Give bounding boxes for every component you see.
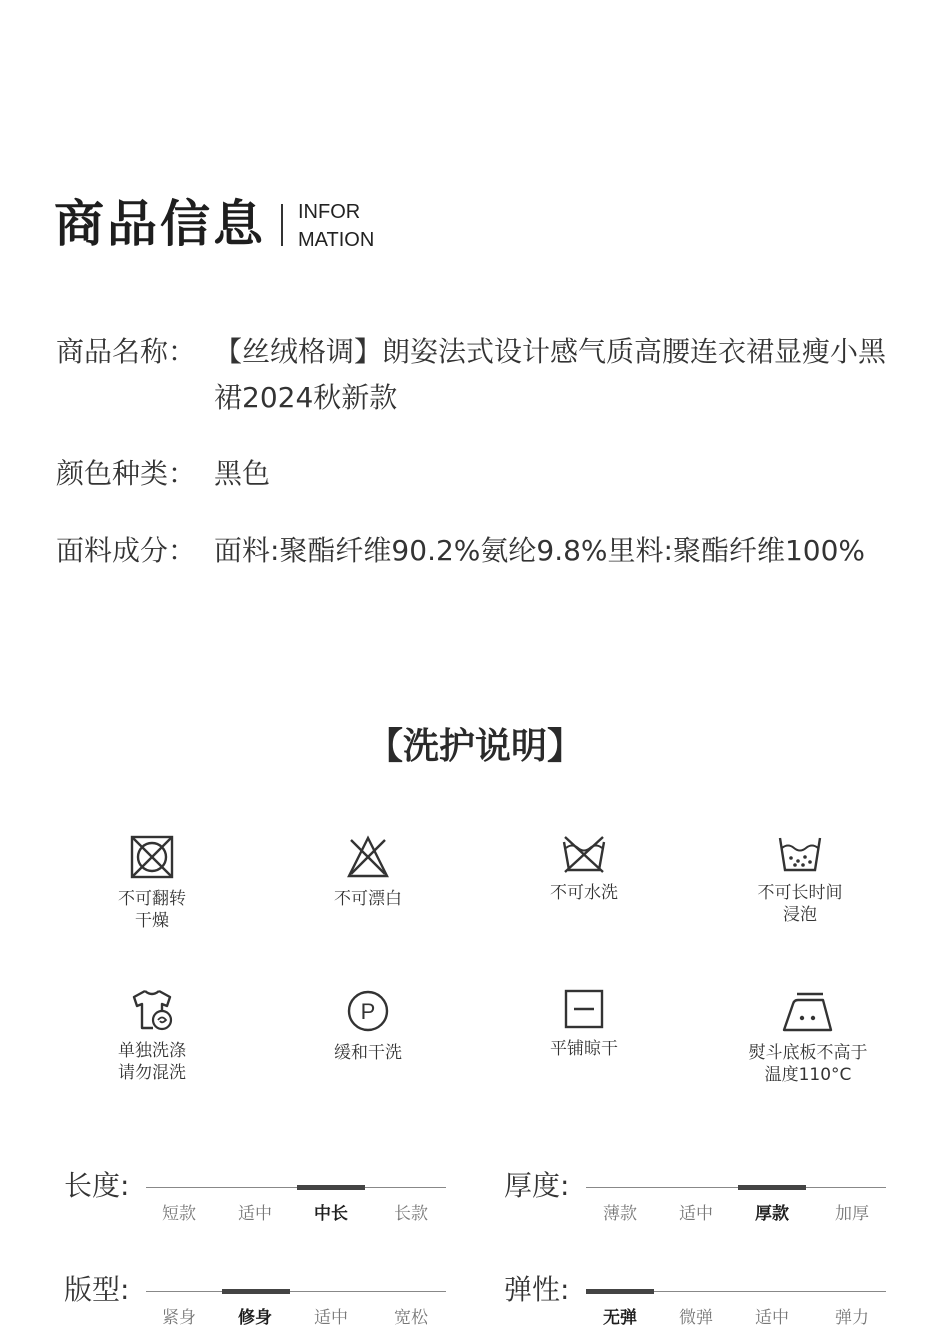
scale-thickness-label: 厚度: <box>504 1169 570 1202</box>
scale-fit-option: 紧身 <box>162 1308 196 1328</box>
section-title-en <box>298 198 374 254</box>
care-label: 熨斗底板不高于 温度110°C <box>748 1043 868 1085</box>
scale-length-label: 长度: <box>64 1169 130 1202</box>
scale-elasticity-option: 微弹 <box>679 1308 713 1328</box>
scale-thickness-option-selected: 厚款 <box>755 1204 789 1224</box>
title-en-line1: INFOR <box>298 201 361 223</box>
scale-length-track <box>146 1187 446 1188</box>
scale-fit-marker <box>222 1289 290 1294</box>
scale-length-marker <box>297 1185 365 1190</box>
scale-fit-track <box>146 1291 446 1292</box>
care-label: 不可水洗 <box>550 883 618 903</box>
scale-fit-label: 版型: <box>64 1273 130 1306</box>
care-item-dry-flat <box>474 988 694 1060</box>
scale-elasticity-marker <box>586 1289 654 1294</box>
product-name-label: 商品名称： <box>56 335 197 368</box>
scale-elasticity-option: 适中 <box>755 1308 789 1328</box>
care-label: 不可翻转 干燥 <box>118 889 186 931</box>
no-tumble-dry-icon <box>129 834 175 880</box>
scale-length-option: 适中 <box>238 1204 272 1224</box>
svg-text:P: P <box>360 999 376 1024</box>
care-label: 缓和干洗 <box>334 1043 402 1063</box>
scale-elasticity-option: 弹力 <box>835 1308 869 1328</box>
care-item-wash-separately <box>42 988 262 1084</box>
scale-thickness-option: 适中 <box>679 1204 713 1224</box>
scale-fit-option: 宽松 <box>394 1308 428 1328</box>
color-value: 黑色 <box>214 457 271 490</box>
care-label: 不可长时间 浸泡 <box>757 883 843 925</box>
scale-thickness-option: 薄款 <box>603 1204 637 1224</box>
scale-thickness-option: 加厚 <box>835 1204 869 1224</box>
care-item-no-soak <box>690 834 910 926</box>
title-en-line2: MATION <box>298 229 375 251</box>
care-title: 【洗护说明】 <box>366 726 583 767</box>
care-label: 不可漂白 <box>334 889 402 909</box>
section-title: 商品信息 <box>54 195 266 253</box>
care-label: 单独洗涤 请勿混洗 <box>118 1041 186 1083</box>
no-bleach-icon <box>345 834 391 880</box>
scale-fit-option-selected: 修身 <box>238 1308 272 1328</box>
iron-medium-icon <box>781 988 835 1034</box>
care-item-no-bleach <box>258 834 478 910</box>
scale-length-option: 长款 <box>394 1204 428 1224</box>
no-soak-icon <box>777 834 823 874</box>
scale-length-option-selected: 中长 <box>314 1204 348 1224</box>
scale-fit-option: 适中 <box>314 1308 348 1328</box>
fabric-label: 面料成分： <box>56 534 197 567</box>
scale-length-option: 短款 <box>162 1204 196 1224</box>
gentle-dry-clean-icon <box>345 988 391 1034</box>
wash-separately-icon <box>129 988 175 1032</box>
title-divider <box>281 204 283 246</box>
no-wash-icon <box>561 834 607 874</box>
scale-thickness-marker <box>738 1185 806 1190</box>
dry-flat-icon <box>561 988 607 1030</box>
fabric-value: 面料:聚酯纤维90.2%氨纶9.8%里料:聚酯纤维100% <box>214 534 866 567</box>
care-item-no-wash <box>474 834 694 904</box>
care-item-gentle-dry-clean <box>258 988 478 1064</box>
scale-elasticity-label: 弹性: <box>504 1273 570 1306</box>
scale-elasticity-option-selected: 无弹 <box>603 1308 637 1328</box>
care-item-no-tumble-dry <box>42 834 262 932</box>
product-name-value: 【丝绒格调】朗姿法式设计感气质高腰连衣裙显瘦小黑裙2024秋新款 <box>214 335 887 414</box>
care-label: 平铺晾干 <box>550 1039 618 1059</box>
care-item-iron-medium <box>698 988 918 1086</box>
scale-thickness-track <box>586 1187 886 1188</box>
color-label: 颜色种类： <box>56 457 197 490</box>
